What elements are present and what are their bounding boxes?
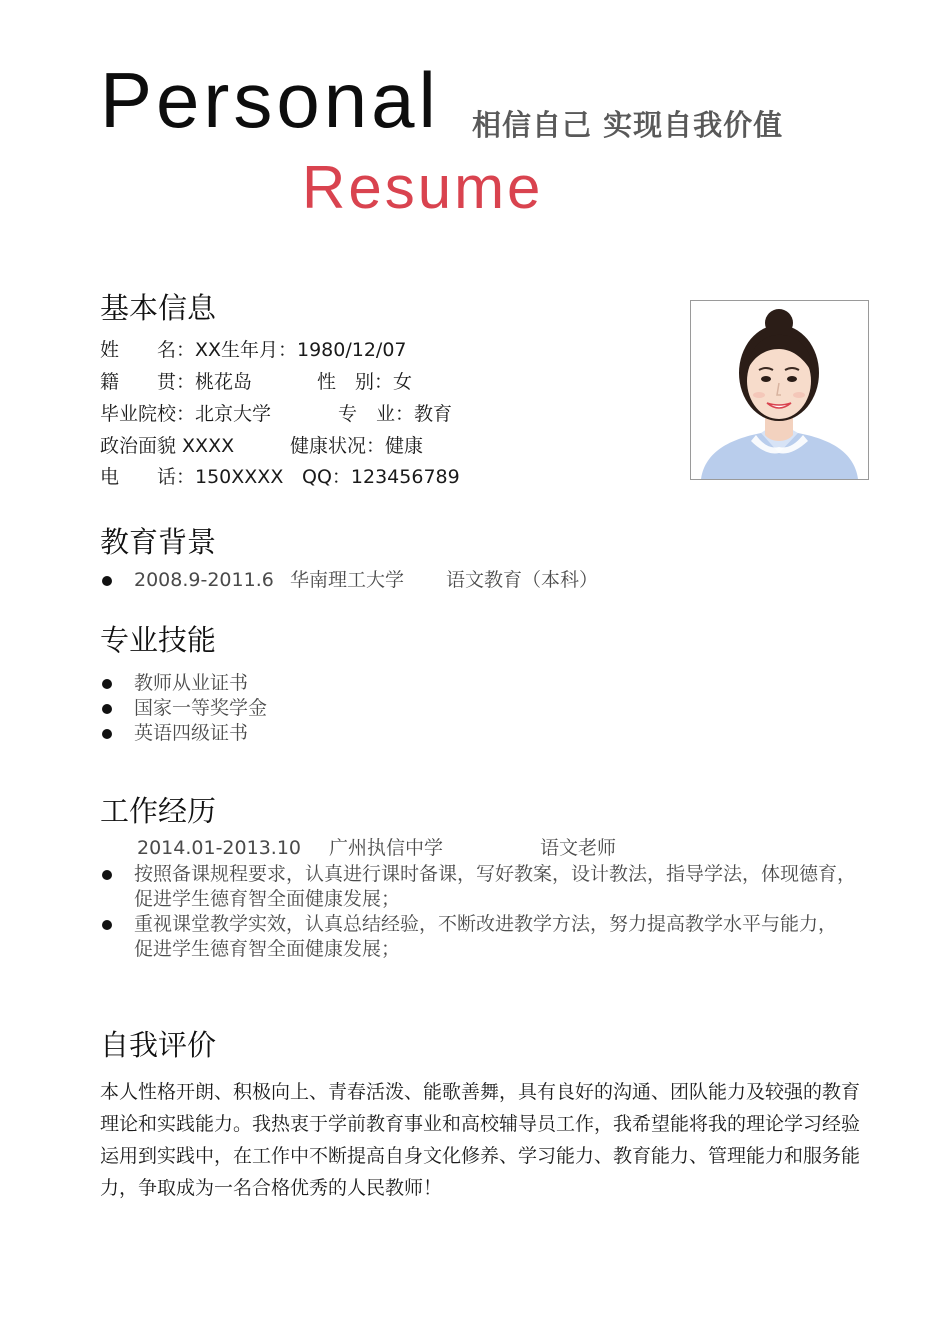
info-school: 毕业院校：北京大学 bbox=[100, 403, 272, 425]
self-evaluation-heading: 自我评价 bbox=[100, 1028, 217, 1062]
self-evaluation-line: 运用到实践中，在工作中不断提高自身文化修养、学习能力、教育能力、管理能力和服务能 bbox=[100, 1145, 861, 1167]
info-political: 政治面貌 XXXX bbox=[100, 435, 235, 457]
skill-item: 英语四级证书 bbox=[134, 722, 249, 744]
education-school: 华南理工大学 bbox=[290, 569, 405, 591]
work-company: 广州执信中学 bbox=[329, 837, 444, 859]
bullet-icon bbox=[102, 576, 112, 586]
work-duty-line: 促进学生德育智全面健康发展； bbox=[134, 888, 401, 910]
self-evaluation-line: 理论和实践能力。我热衷于学前教育事业和高校辅导员工作，我希望能将我的理论学习经验 bbox=[100, 1113, 861, 1135]
skill-item: 教师从业证书 bbox=[134, 672, 249, 694]
bullet-icon bbox=[102, 729, 112, 739]
self-evaluation-line: 力，争取成为一名合格优秀的人民教师！ bbox=[100, 1177, 443, 1199]
bullet-icon bbox=[102, 679, 112, 689]
portrait-illustration bbox=[691, 301, 868, 479]
info-birth: 生年月：1980/12/07 bbox=[221, 339, 407, 361]
work-period: 2014.01-2013.10 bbox=[137, 837, 301, 859]
work-position: 语文老师 bbox=[540, 837, 617, 859]
education-period: 2008.9-2011.6 bbox=[134, 569, 274, 591]
info-health: 健康状况：健康 bbox=[290, 435, 424, 457]
skills-heading: 专业技能 bbox=[100, 623, 217, 657]
portrait-photo bbox=[690, 300, 869, 480]
work-heading: 工作经历 bbox=[100, 794, 217, 828]
info-gender: 性 别：女 bbox=[317, 371, 413, 393]
education-major: 语文教育（本科） bbox=[446, 569, 599, 591]
info-native: 籍 贯：桃花岛 bbox=[100, 371, 253, 393]
info-major: 专 业：教育 bbox=[338, 403, 453, 425]
self-evaluation-line: 本人性格开朗、积极向上、青春活泼、能歌善舞，具有良好的沟通、团队能力及较强的教育 bbox=[100, 1081, 861, 1103]
bullet-icon bbox=[102, 920, 112, 930]
bullet-icon bbox=[102, 870, 112, 880]
info-qq: QQ：123456789 bbox=[302, 466, 460, 488]
work-duty-line: 促进学生德育智全面健康发展； bbox=[134, 938, 401, 960]
info-phone: 电 话：150XXXX bbox=[100, 466, 284, 488]
bullet-icon bbox=[102, 704, 112, 714]
info-name: 姓 名：XX bbox=[100, 339, 222, 361]
work-duty-line: 按照备课规程要求，认真进行课时备课，写好教案，设计教法，指导学法，体现德育， bbox=[134, 863, 857, 885]
tagline: 相信自己 实现自我价值 bbox=[472, 108, 784, 142]
self-evaluation-text bbox=[100, 1076, 880, 1204]
title-personal: Personal bbox=[100, 56, 440, 144]
basic-info-heading: 基本信息 bbox=[100, 291, 217, 325]
education-heading: 教育背景 bbox=[100, 525, 217, 559]
title-resume: Resume bbox=[302, 154, 544, 221]
work-duty-line: 重视课堂教学实效，认真总结经验，不断改进教学方法，努力提高教学水平与能力， bbox=[134, 913, 838, 935]
skill-item: 国家一等奖学金 bbox=[134, 697, 268, 719]
